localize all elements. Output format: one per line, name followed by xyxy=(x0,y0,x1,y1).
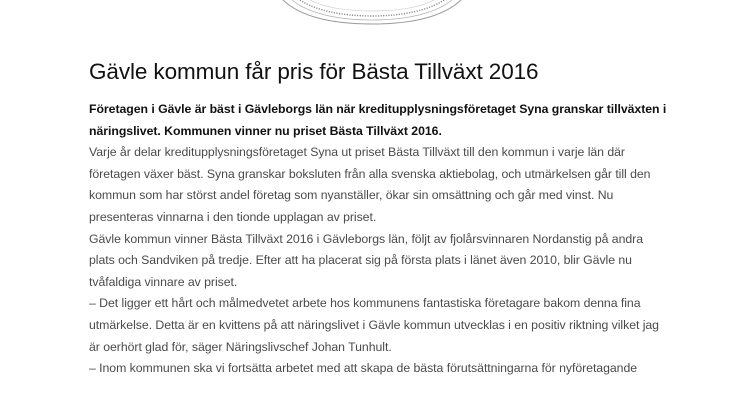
body-paragraph: Gävle kommun vinner Bästa Tillväxt 2016 i Gävleborgs län, följt av fjolårsvinnaren Nordanstig på andra plats och Sandviken på tredje. Efter att ha placerat sig på första plats i länet även 2010, blir Gävle nu tvåfaldiga vinnare av priset. xyxy=(89,231,644,289)
lead-paragraph: Företagen i Gävle är bäst i Gävleborgs län när kreditupplysningsföretaget Syna granskar tillväxten i näringslivet. Kommunen vinner nu priset Bästa Tillväxt 2016. xyxy=(89,102,667,138)
award-seal-logo xyxy=(0,0,746,30)
body-paragraph: Varje år delar kreditupplysningsföretaget Syna ut priset Bästa Tillväxt till den kommun i varje län där företagen växer bäst. Syna granskar boksluten från alla svenska aktiebolag, och utmärkelsen går till den kommun som har störst andel företag som nyanställer, ökar sin omsättning och går med vinst. Nu presenteras vinnarna i den tionde upplagan av priset. xyxy=(89,145,651,224)
quote-paragraph: – Det ligger ett hårt och målmedvetet arbete hos kommunens fantastiska företagare bakom denna fina utmärkelse. Detta är en kvittens på att näringslivet i Gävle kommun utvecklas i en positiv riktning vilket jag är oerhört glad för, säger Näringslivschef Johan Tunhult. xyxy=(89,296,659,354)
quote-paragraph: – Inom kommunen ska vi fortsätta arbetet med att skapa de bästa förutsättningarna för nyföretagande xyxy=(89,361,638,376)
page-title: Gävle kommun får pris för Bästa Tillväxt 2016 xyxy=(89,59,539,84)
press-release xyxy=(89,58,669,380)
